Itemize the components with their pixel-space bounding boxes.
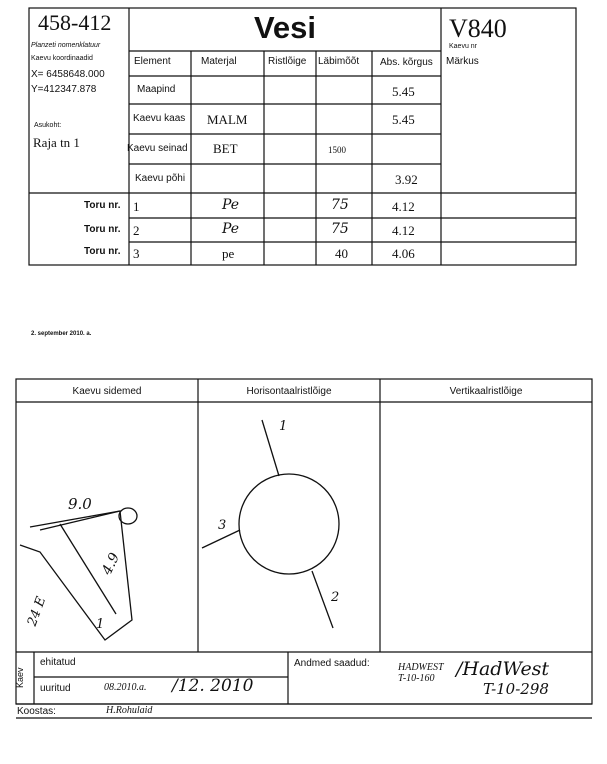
nomenclature-number: 458-412 <box>38 10 112 35</box>
pipe-height: 4.06 <box>392 246 415 261</box>
row-element: Kaevu seinad <box>127 143 188 154</box>
source-label: Andmed saadud: <box>294 658 370 669</box>
col-notes: Märkus <box>446 56 479 67</box>
pipe-nr: 1 <box>133 199 140 214</box>
surveyed-label: uuritud <box>40 683 71 694</box>
panel-title-vertical: Vertikaalristlõige <box>449 386 523 397</box>
document-date: 2. september 2010. a. <box>31 331 92 337</box>
pipe-label: Toru nr. <box>84 224 121 235</box>
pipe-nr: 2 <box>133 223 140 238</box>
sketch-label-left: 24 E <box>24 594 50 629</box>
pipe-label: Toru nr. <box>84 246 121 257</box>
source-name: HADWEST <box>398 662 444 673</box>
kaev-label: Kaev <box>15 667 25 688</box>
pipe-material: Pe <box>222 221 240 237</box>
y-coordinate: Y=412347.878 <box>31 84 97 95</box>
author-name: H.Rohulaid <box>106 705 153 716</box>
location-value: Raja tn 1 <box>33 135 80 150</box>
col-diameter: Läbimõõt <box>318 56 360 67</box>
pipe-material: Pe <box>222 197 240 213</box>
row-material: BET <box>213 141 238 156</box>
row-element: Kaevu kaas <box>133 113 186 124</box>
row-element: Kaevu põhi <box>135 173 186 184</box>
row-height: 5.45 <box>392 84 415 99</box>
pipe-diameter: 75 <box>331 197 349 213</box>
author-label: Koostas: <box>17 706 56 717</box>
row-element: Maapind <box>137 84 176 95</box>
coords-label: Kaevu koordinaadid <box>31 55 93 62</box>
document-title: Vesi <box>253 10 317 45</box>
pipe-diameter: 75 <box>331 221 349 237</box>
panel-title-connections: Kaevu sidemed <box>72 386 142 397</box>
sketch-label-top: 9.0 <box>68 495 92 513</box>
source-code: T-10-160 <box>398 673 435 684</box>
row-diameter: 1500 <box>328 145 346 155</box>
col-abs-height: Abs. kõrgus <box>380 57 433 68</box>
pipe-height: 4.12 <box>392 199 415 214</box>
row-height: 5.45 <box>392 112 415 127</box>
well-id-label: Kaevu nr <box>449 43 478 50</box>
panel-title-horizontal: Horisontaalristlõige <box>246 386 332 397</box>
pipe-nr: 3 <box>133 246 140 261</box>
pipe-label: Toru nr. <box>84 200 121 211</box>
pipe-label-2: 2 <box>331 590 340 605</box>
pipe-label-1: 1 <box>279 419 288 434</box>
pipe-diameter: 40 <box>335 246 348 261</box>
x-coordinate: X= 6458648.000 <box>31 69 105 80</box>
built-label: ehitatud <box>40 657 76 668</box>
pipe-label-3: 3 <box>218 518 227 533</box>
surveyed-hand-date: /12. 2010 <box>172 676 254 696</box>
sketch-label-side: 4.9 <box>99 550 124 578</box>
sketch-label-bottom: 1 <box>96 617 105 632</box>
row-material: MALM <box>207 112 248 127</box>
location-label: Asukoht: <box>34 122 62 129</box>
nomenclature-label: Planzeti nomenklatuur <box>31 42 101 49</box>
col-material: Materjal <box>201 56 237 67</box>
pipe-height: 4.12 <box>392 223 415 238</box>
signature-code: T-10-298 <box>483 680 549 698</box>
signature: /HadWest <box>456 658 550 680</box>
col-cross-section: Ristlõige <box>268 56 307 67</box>
col-element: Element <box>134 56 171 67</box>
pipe-material: pe <box>222 246 235 261</box>
row-height: 3.92 <box>395 172 418 187</box>
well-id: V840 <box>449 14 507 43</box>
surveyed-date: 08.2010.a. <box>104 682 147 693</box>
